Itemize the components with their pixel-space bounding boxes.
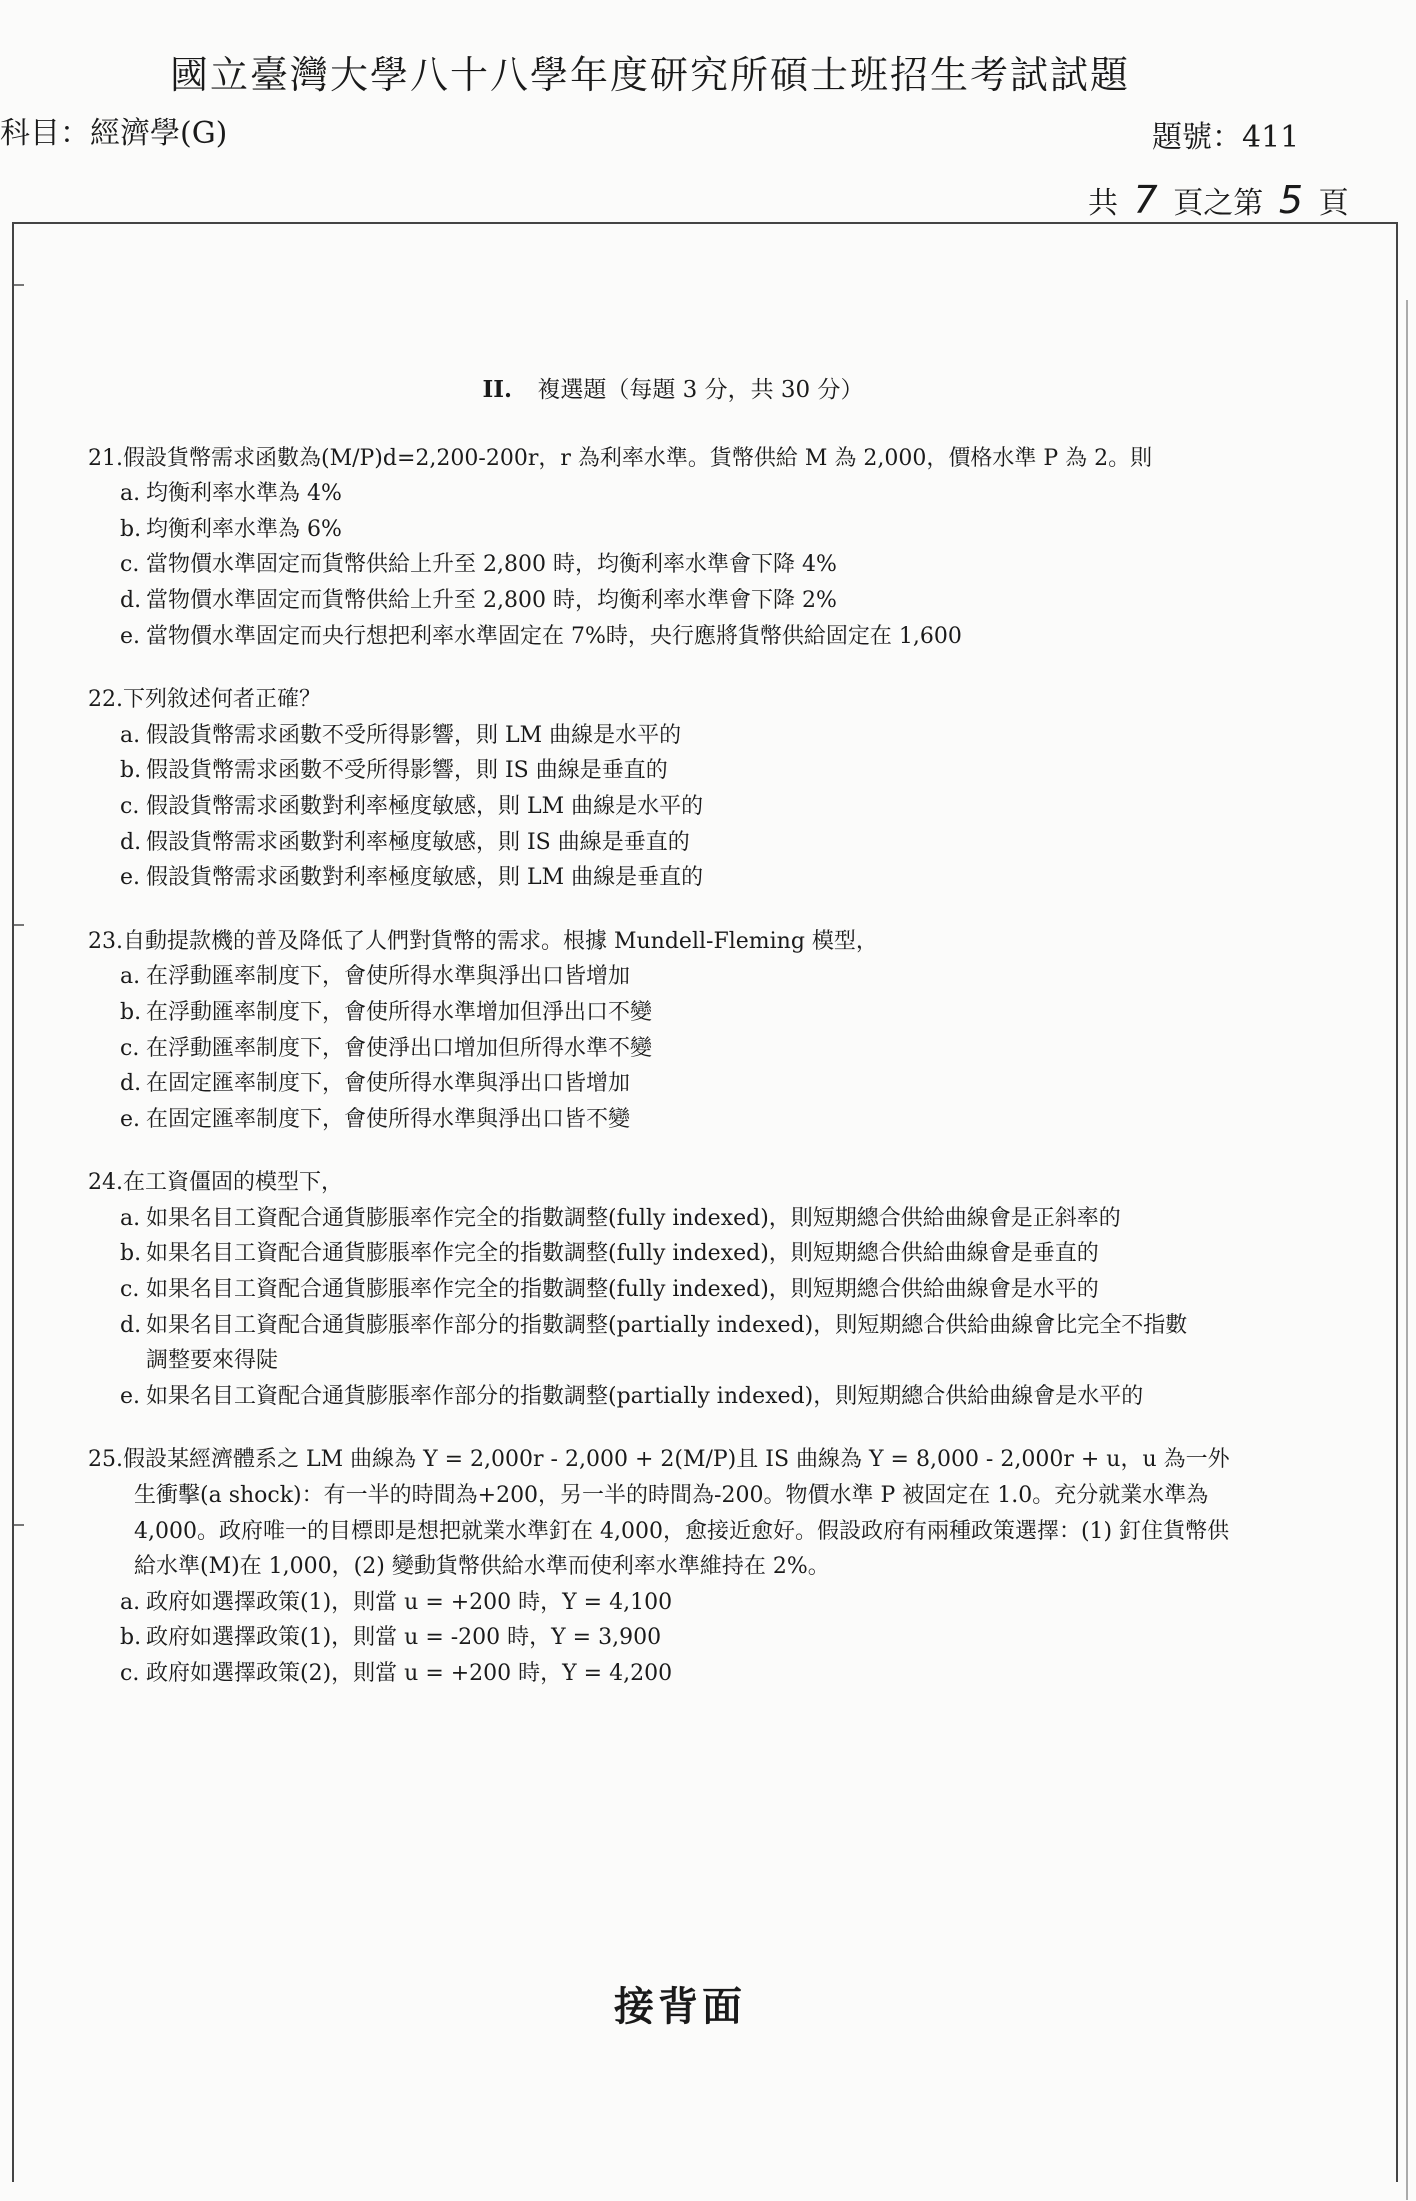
option-label: a. [120, 722, 141, 748]
page-mid: 頁之第 [1173, 186, 1264, 221]
question-stem: 24.在工資僵固的模型下， [88, 1170, 343, 1196]
question-stem: 22.下列敘述何者正確？ [88, 687, 321, 713]
option-text: 假設貨幣需求函數不受所得影響，則 LM 曲線是水平的 [146, 722, 682, 748]
option-label: d. [120, 1312, 142, 1338]
question-list [88, 441, 1238, 1692]
subject-label: 科目：經濟學(G) [0, 116, 228, 151]
option-label: e. [120, 623, 141, 649]
answer-option [88, 1066, 1238, 1102]
answer-option [88, 1201, 1238, 1237]
option-text: 在浮動匯率制度下，會使所得水準增加但淨出口不變 [146, 999, 653, 1025]
option-text: 均衡利率水準為 6% [146, 516, 342, 542]
option-label: c. [120, 1661, 140, 1686]
answer-option [88, 1031, 1238, 1067]
answer-option [88, 1308, 1238, 1379]
question-item [88, 441, 1238, 655]
option-text: 當物價水準固定而貨幣供給上升至 2,800 時，均衡利率水準會下降 2% [146, 587, 837, 613]
answer-option [88, 1272, 1238, 1308]
option-text: 當物價水準固定而央行想把利率水準固定在 7%時，央行應將貨幣供給固定在 1,600 [146, 623, 962, 649]
page-indicator [1088, 178, 1349, 222]
answer-option [88, 1585, 1238, 1621]
answer-option [88, 1656, 1238, 1692]
answer-option [88, 825, 1238, 861]
option-label: e. [120, 1383, 141, 1409]
answer-option [88, 1379, 1238, 1415]
option-text: 假設貨幣需求函數對利率極度敏感，則 LM 曲線是水平的 [146, 793, 704, 819]
option-label: a. [120, 481, 141, 507]
answer-option [88, 1102, 1238, 1138]
page-total: 7 [1133, 178, 1158, 222]
answer-option [88, 512, 1238, 548]
page-prefix: 共 [1088, 186, 1118, 221]
option-text: 如果名目工資配合通貨膨脹率作完全的指數調整(fully indexed)，則短期總合供給曲線會是水平的 [146, 1277, 1099, 1303]
option-label: c. [120, 793, 140, 819]
option-text: 政府如選擇政策(1)，則當 u = +200 時，Y = 4,100 [146, 1589, 673, 1615]
right-border [1406, 300, 1408, 2200]
turn-over-note: 接背面 [614, 1983, 746, 2030]
page-suffix: 頁 [1318, 186, 1349, 221]
option-text: 當物價水準固定而貨幣供給上升至 2,800 時，均衡利率水準會下降 4% [146, 552, 837, 578]
margin-tick [14, 1524, 24, 1526]
option-label: e. [120, 1106, 141, 1132]
option-label: b. [120, 1625, 142, 1651]
margin-tick [14, 924, 24, 926]
question-item [88, 682, 1238, 896]
answer-option [88, 959, 1238, 995]
option-text: 如果名目工資配合通貨膨脹率作部分的指數調整(partially indexed)，則短期總合供給曲線會比完全不指數調整要來得陡 [146, 1312, 1188, 1374]
option-label: c. [120, 1277, 140, 1303]
option-text: 政府如選擇政策(1)，則當 u = -200 時，Y = 3,900 [146, 1625, 662, 1651]
option-text: 在固定匯率制度下，會使所得水準與淨出口皆增加 [146, 1071, 631, 1097]
option-label: a. [120, 964, 141, 990]
answer-option [88, 718, 1238, 754]
question-stem: 23.自動提款機的普及降低了人們對貨幣的需求。根據 Mundell-Fleming 模型， [88, 928, 878, 954]
option-text: 假設貨幣需求函數對利率極度敏感，則 LM 曲線是垂直的 [146, 865, 704, 891]
section-heading [88, 372, 1238, 409]
answer-option [88, 753, 1238, 789]
exam-content [88, 372, 1238, 1720]
option-label: b. [120, 1241, 142, 1267]
answer-option [88, 1236, 1238, 1272]
question-stem: 25.假設某經濟體系之 LM 曲線為 Y = 2,000r - 2,000 + 2(M/P)且 IS 曲線為 Y = 8,000 - 2,000r + u，u 為一外生衝擊(a shock)：有一半的時間為+200，另一半的時間為-200。物價水準 P 被固定在 1.0。充分就業水準為 4,000。政府唯一的目標即是想把就業水準釘在 4,000，愈接近愈好。假設政府有兩種政策選擇：(1) 釘住貨幣供給水準(M)在 1,000，(2) 變動貨幣供給水準而使利率水準維持在 2%。 [88, 1447, 1230, 1580]
answer-option [88, 476, 1238, 512]
option-text: 在固定匯率制度下，會使所得水準與淨出口皆不變 [146, 1106, 631, 1132]
page-current: 5 [1278, 178, 1304, 222]
option-label: a. [120, 1589, 141, 1615]
option-text: 假設貨幣需求函數對利率極度敏感，則 IS 曲線是垂直的 [146, 829, 690, 855]
option-label: b. [120, 999, 142, 1025]
option-text: 在浮動匯率制度下，會使淨出口增加但所得水準不變 [146, 1035, 653, 1061]
option-text: 均衡利率水準為 4% [146, 481, 342, 507]
question-stem: 21.假設貨幣需求函數為(M/P)d=2,200-200r，r 為利率水準。貨幣供給 M 為 2,000，價格水準 P 為 2。則 [88, 445, 1153, 471]
answer-option [88, 995, 1238, 1031]
section-roman: II. [482, 376, 513, 403]
question-item [88, 924, 1238, 1138]
answer-option [88, 789, 1238, 825]
option-label: e. [120, 865, 141, 891]
margin-tick [14, 284, 24, 286]
option-label: c. [120, 1035, 140, 1061]
option-label: d. [120, 1071, 142, 1097]
exam-title: 國立臺灣大學八十八學年度研究所碩士班招生考試試題 [170, 53, 1131, 97]
option-text: 假設貨幣需求函數不受所得影響，則 IS 曲線是垂直的 [146, 758, 668, 784]
answer-option [88, 583, 1238, 619]
answer-option [88, 860, 1238, 896]
option-label: b. [120, 516, 142, 542]
question-number: 題號：411 [1152, 120, 1300, 155]
option-label: d. [120, 587, 142, 613]
option-label: b. [120, 758, 142, 784]
question-item [88, 1165, 1238, 1414]
option-text: 政府如選擇政策(2)，則當 u = +200 時，Y = 4,200 [146, 1661, 673, 1686]
option-label: a. [120, 1205, 141, 1231]
answer-option [88, 619, 1238, 655]
option-label: d. [120, 829, 142, 855]
section-title: 複選題（每題 3 分，共 30 分） [537, 377, 864, 403]
option-text: 在浮動匯率制度下，會使所得水準與淨出口皆增加 [146, 964, 631, 990]
option-label: c. [120, 552, 140, 578]
answer-option [88, 1620, 1238, 1656]
option-text: 如果名目工資配合通貨膨脹率作部分的指數調整(partially indexed)，則短期總合供給曲線會是水平的 [146, 1383, 1144, 1409]
answer-option [88, 547, 1238, 583]
option-text: 如果名目工資配合通貨膨脹率作完全的指數調整(fully indexed)，則短期總合供給曲線會是正斜率的 [146, 1205, 1121, 1231]
option-text: 如果名目工資配合通貨膨脹率作完全的指數調整(fully indexed)，則短期總合供給曲線會是垂直的 [146, 1241, 1099, 1267]
question-item [88, 1442, 1238, 1691]
